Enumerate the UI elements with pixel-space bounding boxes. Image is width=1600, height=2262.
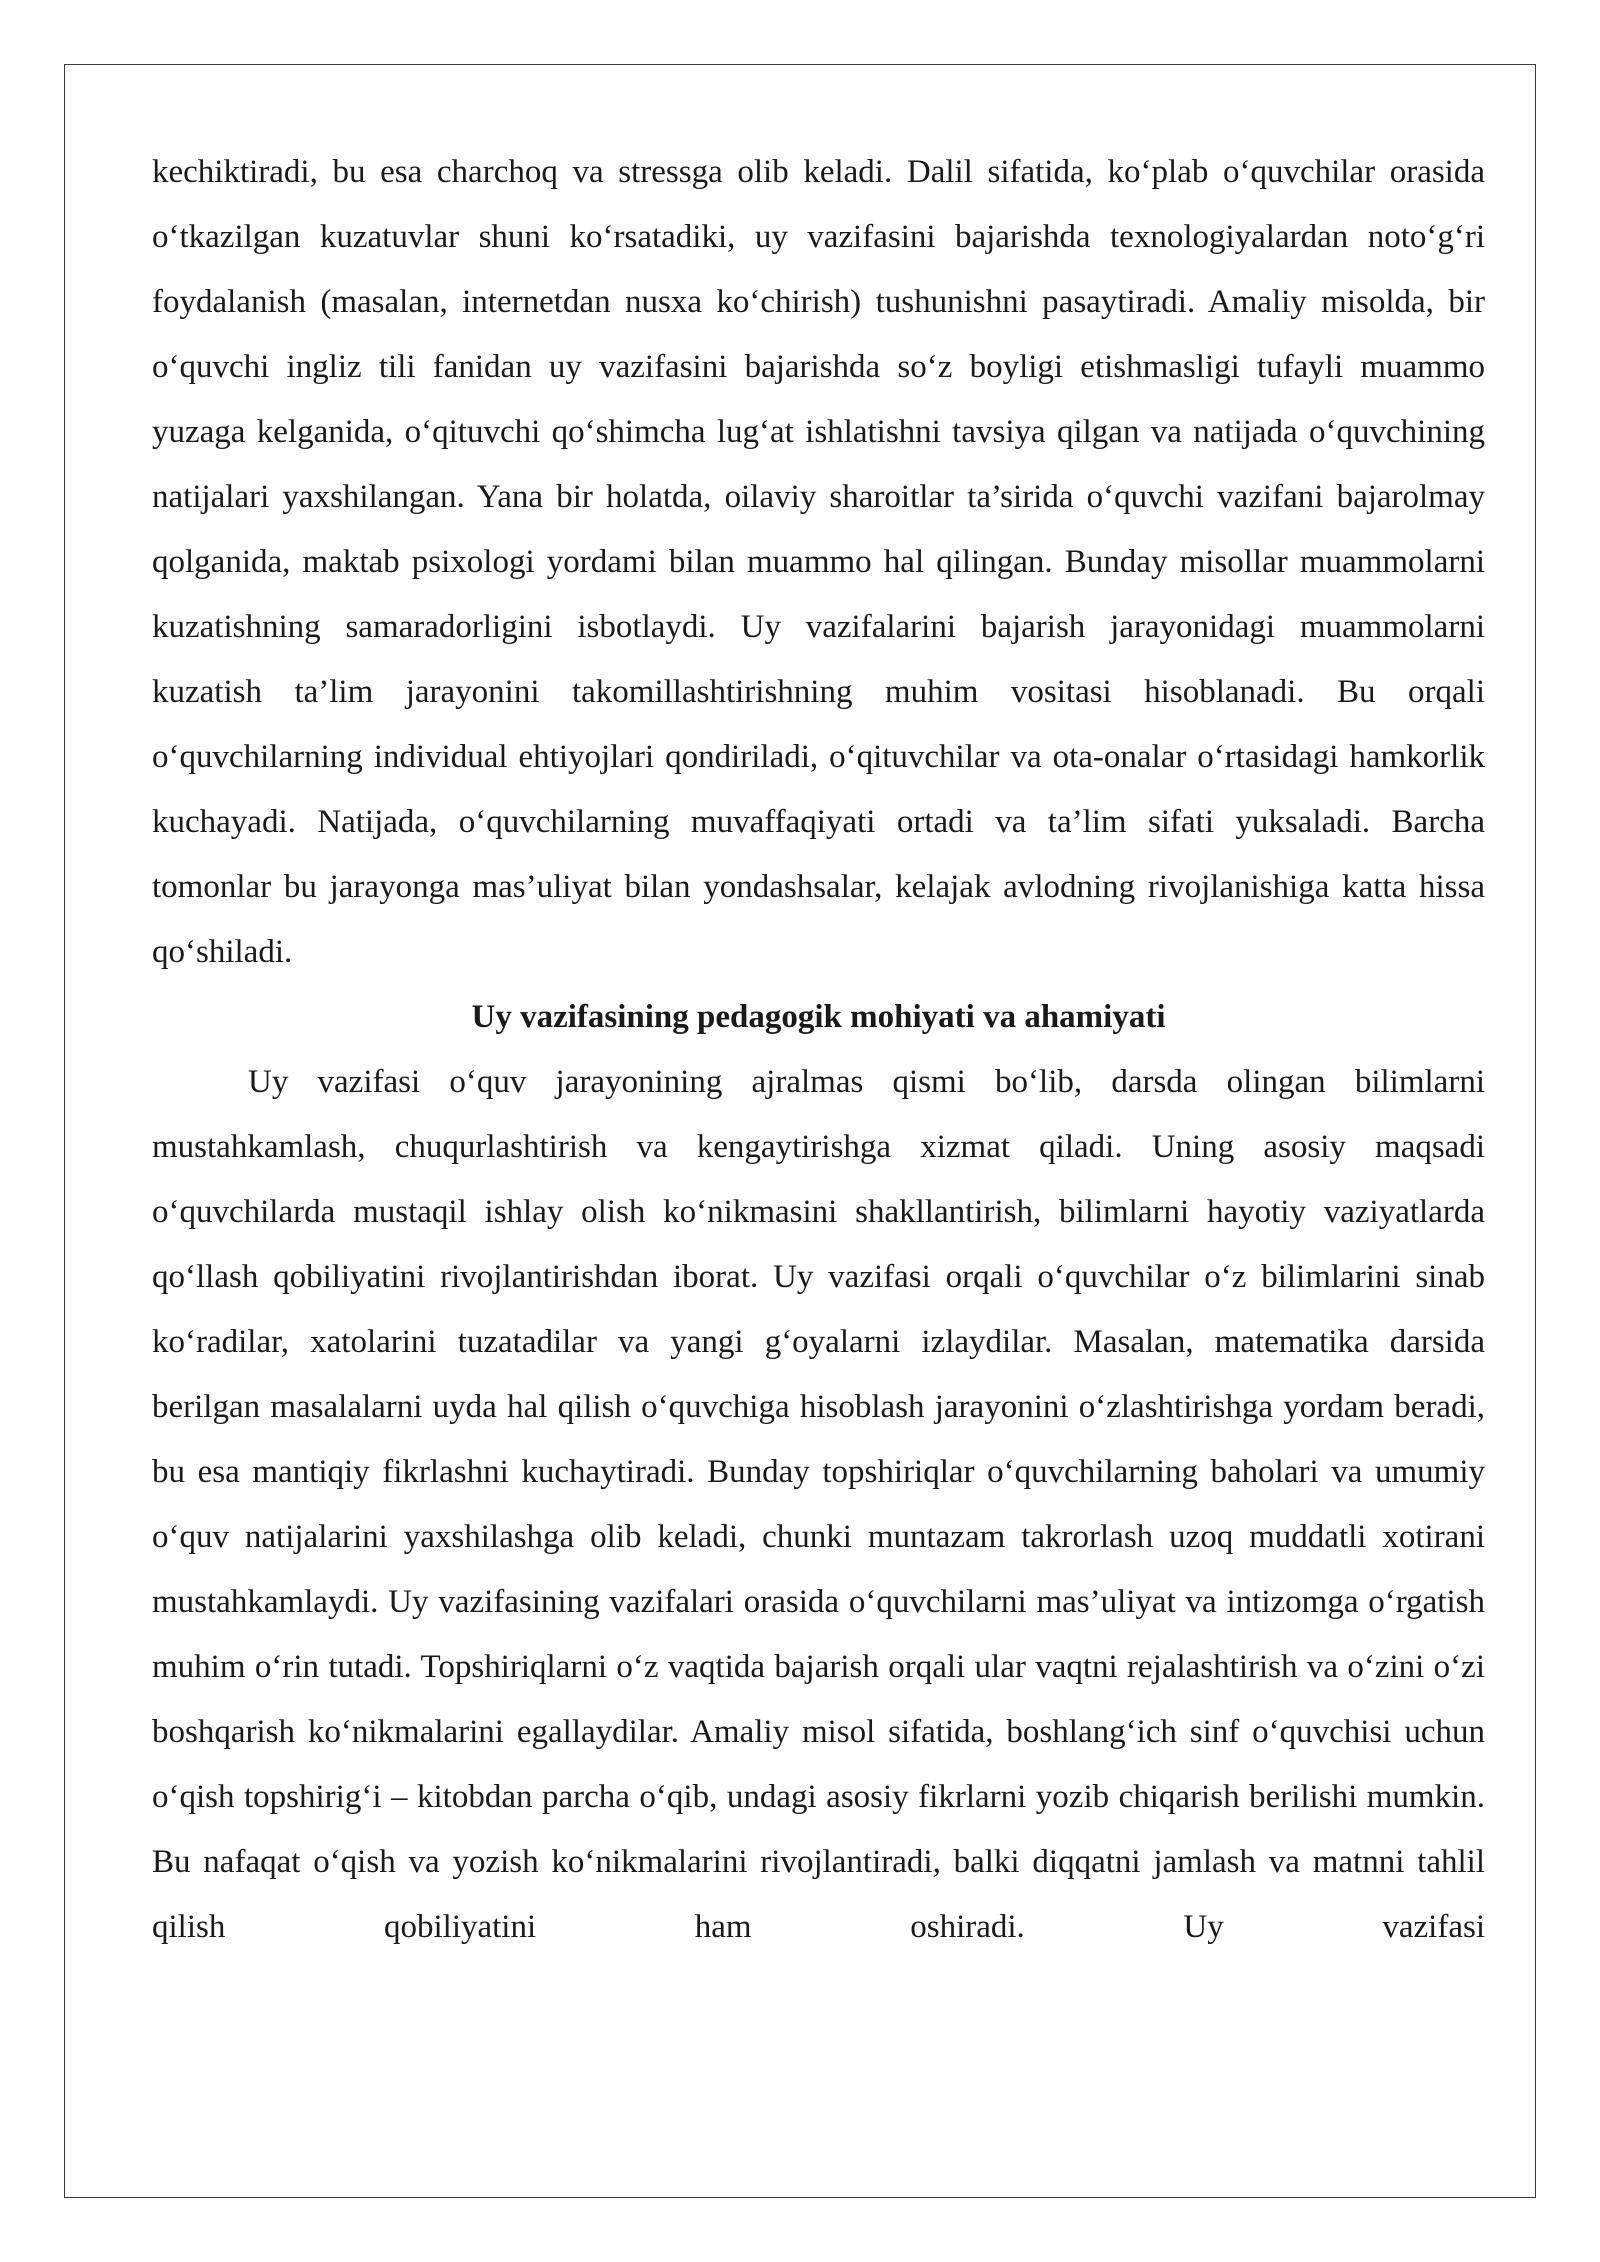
section-heading: Uy vazifasining pedagogik mohiyati va ahamiyati: [471, 999, 1166, 1035]
paragraph-continuation: kechiktiradi, bu esa charchoq va stressga olib keladi. Dalil sifatida, ko‘plab o‘quvchilar orasida o‘tkazilgan kuzatuvlar shuni ko‘rsatadiki, uy vazifasini bajarishda texnologiyalardan noto‘g‘ri foydalanish (masalan, internetdan nusxa ko‘chirish) tushunishni pasaytiradi. Amaliy misolda, bir o‘quvchi ingliz tili fanidan uy vazifasini bajarishda so‘z boyligi etishmasligi tufayli muammo yuzaga kelganida, o‘qituvchi qo‘shimcha lug‘at ishlatishni tavsiya qilgan va natijada o‘quvchining natijalari yaxshilangan. Yana bir holatda, oilaviy sharoitlar ta’sirida o‘quvchi vazifani bajarolmay qolganida, maktab psixologi yordami bilan muammo hal qilingan. Bunday misollar muammolarni kuzatishning samaradorligini isbotlaydi. Uy vazifalarini bajarish jarayonidagi muammolarni kuzatish ta’lim jarayonini takomillashtirishning muhim vositasi hisoblanadi. Bu orqali o‘quvchilarning individual ehtiyojlari qondiriladi, o‘qituvchilar va ota-onalar o‘rtasidagi hamkorlik kuchayadi. Natijada, o‘quvchilarning muvaffaqiyati ortadi va ta’lim sifati yuksaladi. Barcha tomonlar bu jarayonga mas’uliyat bilan yondashsalar, kelajak avlodning rivojlanishiga katta hissa qo‘shiladi.: [152, 154, 1485, 970]
document-body: [152, 140, 1485, 1960]
paragraph-body: Uy vazifasi o‘quv jarayonining ajralmas qismi bo‘lib, darsda olingan bilimlarni mustahkamlash, chuqurlashtirish va kengaytirishga xizmat qiladi. Uning asosiy maqsadi o‘quvchilarda mustaqil ishlay olish ko‘nikmasini shakllantirish, bilimlarni hayotiy vaziyatlarda qo‘llash qobiliyatini rivojlantirishdan iborat. Uy vazifasi orqali o‘quvchilar o‘z bilimlarini sinab ko‘radilar, xatolarini tuzatadilar va yangi g‘oyalarni izlaydilar. Masalan, matematika darsida berilgan masalalarni uyda hal qilish o‘quvchiga hisoblash jarayonini o‘zlashtirishga yordam beradi, bu esa mantiqiy fikrlashni kuchaytiradi. Bunday topshiriqlar o‘quvchilarning baholari va umumiy o‘quv natijalarini yaxshilashga olib keladi, chunki muntazam takrorlash uzoq muddatli xotirani mustahkamlaydi. Uy vazifasining vazifalari orasida o‘quvchilarni mas’uliyat va intizomga o‘rgatish muhim o‘rin tutadi. Topshiriqlarni o‘z vaqtida bajarish orqali ular vaqtni rejalashtirish va o‘zini o‘zi boshqarish ko‘nikmalarini egallaydilar. Amaliy misol sifatida, boshlang‘ich sinf o‘quvchisi uchun o‘qish topshirig‘i – kitobdan parcha o‘qib, undagi asosiy fikrlarni yozib chiqarish berilishi mumkin. Bu nafaqat o‘qish va yozish ko‘nikmalarini rivojlantiradi, balki diqqatni jamlash va matnni tahlil qilish qobiliyatini ham oshiradi. Uy vazifasi: [152, 1064, 1485, 1945]
